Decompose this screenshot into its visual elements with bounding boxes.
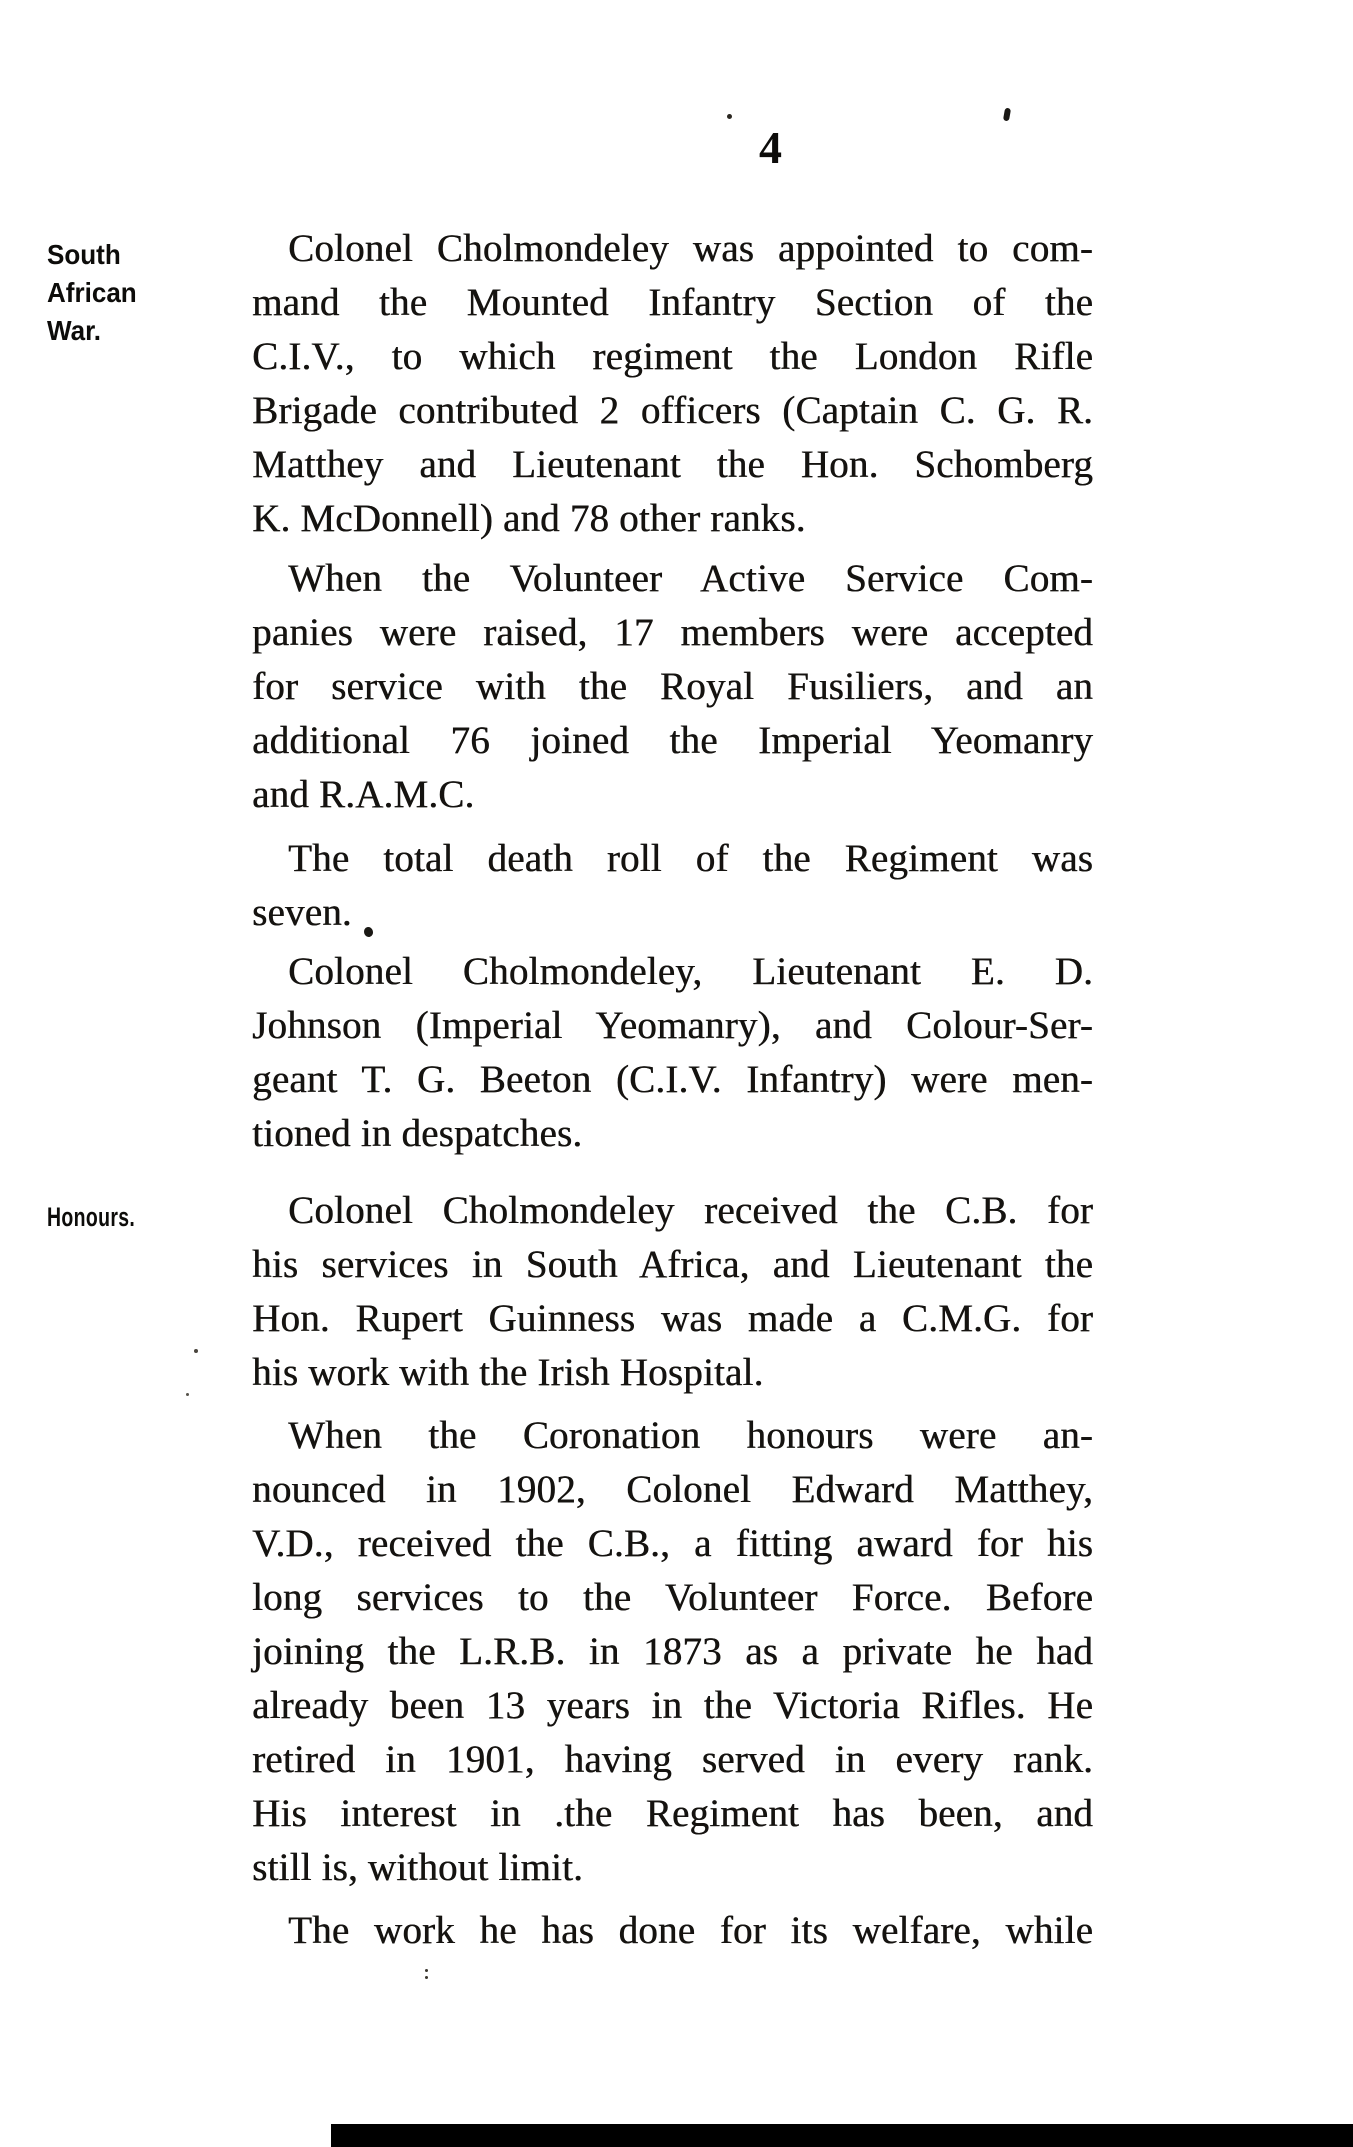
ink-speck xyxy=(194,1349,198,1353)
scan-edge-artifact-bar xyxy=(331,2124,1353,2147)
text-line: nounced in 1902, Colonel Edward Matthey, xyxy=(252,1468,1093,1511)
text-line: joining the L.R.B. in 1873 as a private he had xyxy=(252,1630,1093,1673)
margin-note-line: War. xyxy=(47,315,102,346)
text-line: mand the Mounted Infantry Section of the xyxy=(252,281,1093,324)
margin-note-line: South xyxy=(47,239,121,270)
ink-speck xyxy=(727,114,732,119)
page-number: 4 xyxy=(759,122,783,173)
ink-speck xyxy=(425,1969,428,1972)
text-line: tioned in despatches. xyxy=(252,1112,583,1155)
text-line: Brigade contributed 2 officers (Captain C. G. R. xyxy=(252,389,1093,432)
text-line: Colonel Cholmondeley was appointed to com- xyxy=(288,227,1093,270)
paragraph xyxy=(252,1184,1093,1400)
text-line: retired in 1901, having served in every rank. xyxy=(252,1738,1093,1781)
paragraph xyxy=(252,222,1093,546)
text-line: C.I.V., to which regiment the London Rifle xyxy=(252,335,1093,378)
text-line: seven. xyxy=(252,891,352,934)
paragraph xyxy=(252,1904,1093,1958)
text-line: Hon. Rupert Guinness was made a C.M.G. for xyxy=(252,1297,1093,1340)
text-line: When the Coronation honours were an- xyxy=(288,1414,1093,1457)
text-line: Matthey and Lieutenant the Hon. Schomberg xyxy=(252,443,1093,486)
text-line: and R.A.M.C. xyxy=(252,773,475,816)
paragraph xyxy=(252,945,1093,1161)
paragraph xyxy=(252,552,1093,822)
text-line: His interest in .the Regiment has been, and xyxy=(252,1792,1093,1835)
text-line: for service with the Royal Fusiliers, and an xyxy=(252,665,1093,708)
text-line: already been 13 years in the Victoria Rifles. He xyxy=(252,1684,1093,1727)
ink-speck xyxy=(186,1393,189,1396)
paragraph xyxy=(252,1409,1093,1895)
text-line: The work he has done for its welfare, while xyxy=(288,1909,1093,1952)
ink-speck xyxy=(1003,108,1011,122)
text-line: Colonel Cholmondeley, Lieutenant E. D. xyxy=(288,950,1093,993)
text-line: still is, without limit. xyxy=(252,1846,583,1889)
margin-note-honours: Honours. xyxy=(47,1202,136,1232)
paragraph xyxy=(252,832,1093,940)
text-line: V.D., received the C.B., a fitting award for his xyxy=(252,1522,1093,1565)
text-line: panies were raised, 17 members were accepted xyxy=(252,611,1093,654)
margin-note-line: African xyxy=(47,277,137,308)
text-line: additional 76 joined the Imperial Yeomanry xyxy=(252,719,1093,762)
text-line: K. McDonnell) and 78 other ranks. xyxy=(252,497,806,540)
text-line: When the Volunteer Active Service Com- xyxy=(288,557,1093,600)
text-line: Colonel Cholmondeley received the C.B. for xyxy=(288,1189,1093,1232)
text-line: long services to the Volunteer Force. Before xyxy=(252,1576,1093,1619)
body-text-column xyxy=(252,222,1093,1958)
text-line: geant T. G. Beeton (C.I.V. Infantry) were men- xyxy=(252,1058,1093,1101)
text-line: his services in South Africa, and Lieutenant the xyxy=(252,1243,1093,1286)
margin-note-south-african-war xyxy=(47,236,137,350)
text-line: his work with the Irish Hospital. xyxy=(252,1351,764,1394)
text-line: The total death roll of the Regiment was xyxy=(288,837,1093,880)
text-line: Johnson (Imperial Yeomanry), and Colour-Ser- xyxy=(252,1004,1093,1047)
